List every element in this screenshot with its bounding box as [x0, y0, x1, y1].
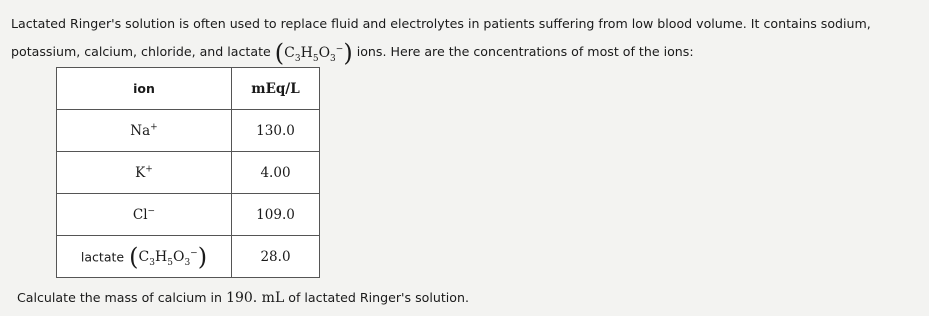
- header-unit: mEq/L: [232, 68, 320, 110]
- ion-chloride: Cl−: [57, 194, 232, 236]
- value-potassium: 4.00: [232, 152, 320, 194]
- table-header-row: [57, 68, 320, 110]
- value-chloride: 109.0: [232, 194, 320, 236]
- question-after: of lactated Ringer's solution.: [288, 290, 469, 305]
- ion-concentration-table: [56, 67, 320, 278]
- table-row: [57, 152, 320, 194]
- ion-potassium: K+: [57, 152, 232, 194]
- question-text: [17, 290, 469, 306]
- question-amount: 190. mL: [226, 290, 285, 306]
- value-sodium: 130.0: [232, 110, 320, 152]
- intro-paragraph: [11, 10, 916, 66]
- table-row: [57, 110, 320, 152]
- lactate-formula-table: $(C_3H_5O_3^-)$: [129, 242, 208, 271]
- ion-lactate: lactate $(C_3H_5O_3^-)$: [57, 236, 232, 278]
- value-lactate: 28.0: [232, 236, 320, 278]
- table-row: [57, 236, 320, 278]
- problem-intro: [11, 10, 916, 66]
- ion-sodium: Na+: [57, 110, 232, 152]
- intro-text-before: Lactated Ringer's solution is often used to replace fluid and electrolytes in patients suffering from low blood volume. It contains sodium, potassium, calcium, chloride, and lactate: [11, 16, 871, 59]
- table-row: [57, 194, 320, 236]
- header-ion: ion: [57, 68, 232, 110]
- question-before: Calculate the mass of calcium in: [17, 290, 223, 305]
- lactate-formula: $(C_3H_5O_3^-)$: [274, 38, 353, 67]
- intro-text-after: ions. Here are the concentrations of most of the ions:: [356, 44, 694, 59]
